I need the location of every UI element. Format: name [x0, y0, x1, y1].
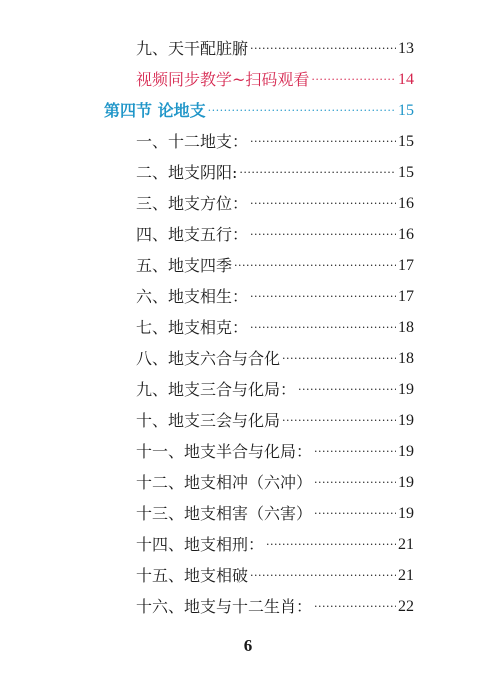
dot-leader — [250, 318, 396, 338]
toc-entry — [0, 405, 414, 436]
dot-leader — [250, 39, 396, 59]
toc-entry — [0, 219, 414, 250]
toc-entry-page: 16 — [398, 194, 414, 212]
toc-entry-label: 五、地支四季 — [136, 255, 233, 275]
dot-leader — [314, 504, 396, 524]
toc-entry-label: 四、地支五行： — [136, 224, 249, 244]
dot-leader — [282, 349, 396, 369]
toc-entry-page: 19 — [398, 442, 414, 460]
dot-leader — [311, 70, 396, 90]
toc-entry — [0, 560, 414, 591]
toc-entry — [0, 436, 414, 467]
toc-entry — [0, 312, 414, 343]
toc-entry-label: 一、十二地支： — [136, 131, 249, 151]
toc-entry-page: 18 — [398, 349, 414, 367]
dot-leader — [298, 380, 396, 400]
table-of-contents — [0, 33, 496, 622]
toc-entry-page: 21 — [398, 535, 414, 553]
toc-entry — [0, 467, 414, 498]
toc-entry-page: 15 — [398, 101, 414, 119]
toc-entry — [0, 281, 414, 312]
toc-entry-label: 二、地支阴阳: — [136, 162, 238, 182]
page-number: 6 — [243, 636, 253, 655]
toc-entry-label: 十六、地支与十二生肖： — [136, 596, 313, 616]
dot-leader — [208, 101, 396, 121]
toc-entry — [0, 250, 414, 281]
toc-entry-label: 九、天干配脏腑 — [136, 38, 249, 58]
toc-entry-label: 九、地支三合与化局： — [136, 379, 297, 399]
toc-entry — [0, 343, 414, 374]
toc-entry-page: 15 — [398, 132, 414, 150]
toc-entry — [0, 157, 414, 188]
toc-entry-page: 17 — [398, 287, 414, 305]
toc-entry-page: 19 — [398, 380, 414, 398]
toc-entry-page: 17 — [398, 256, 414, 274]
toc-entry-label: 第四节 论地支 — [104, 100, 206, 120]
toc-entry-page: 19 — [398, 504, 414, 522]
toc-entry — [0, 529, 414, 560]
toc-entry-label: 七、地支相克： — [136, 317, 249, 337]
toc-entry-label: 十一、地支半合与化局： — [136, 441, 313, 461]
toc-entry-page: 15 — [398, 163, 414, 181]
toc-entry-label: 十二、地支相冲（六冲） — [136, 472, 313, 492]
toc-entry-page: 21 — [398, 566, 414, 584]
toc-entry-page: 13 — [398, 39, 414, 57]
toc-entry-page: 19 — [398, 473, 414, 491]
dot-leader — [250, 132, 396, 152]
dot-leader — [314, 442, 396, 462]
dot-leader — [250, 287, 396, 307]
dot-leader — [250, 225, 396, 245]
toc-entry-label: 十三、地支相害（六害） — [136, 503, 313, 523]
dot-leader — [266, 535, 396, 555]
dot-leader — [314, 597, 396, 617]
dot-leader — [239, 163, 396, 183]
toc-entry-label: 十五、地支相破 — [136, 565, 249, 585]
toc-entry-label: 十、地支三会与化局 — [136, 410, 281, 430]
toc-entry — [0, 374, 414, 405]
toc-entry-label: 三、地支方位： — [136, 193, 249, 213]
toc-entry-label: 十四、地支相刑： — [136, 534, 265, 554]
toc-entry — [0, 126, 414, 157]
toc-entry-page: 19 — [398, 411, 414, 429]
dot-leader — [234, 256, 396, 276]
toc-section-heading — [0, 95, 414, 126]
toc-entry-label: 八、地支六合与合化 — [136, 348, 281, 368]
toc-entry — [0, 498, 414, 529]
toc-entry-label: 六、地支相生： — [136, 286, 249, 306]
toc-entry — [0, 33, 414, 64]
dot-leader — [314, 473, 396, 493]
dot-leader — [282, 411, 396, 431]
dot-leader — [250, 566, 396, 586]
toc-entry-page: 16 — [398, 225, 414, 243]
toc-entry-page: 14 — [398, 70, 414, 88]
toc-entry-page: 18 — [398, 318, 414, 336]
toc-entry-label: 视频同步教学~扫码观看 — [136, 69, 310, 89]
toc-entry — [0, 188, 414, 219]
toc-entry — [0, 591, 414, 622]
toc-entry-page: 22 — [398, 597, 414, 615]
toc-video-link[interactable] — [0, 64, 414, 95]
dot-leader — [250, 194, 396, 214]
